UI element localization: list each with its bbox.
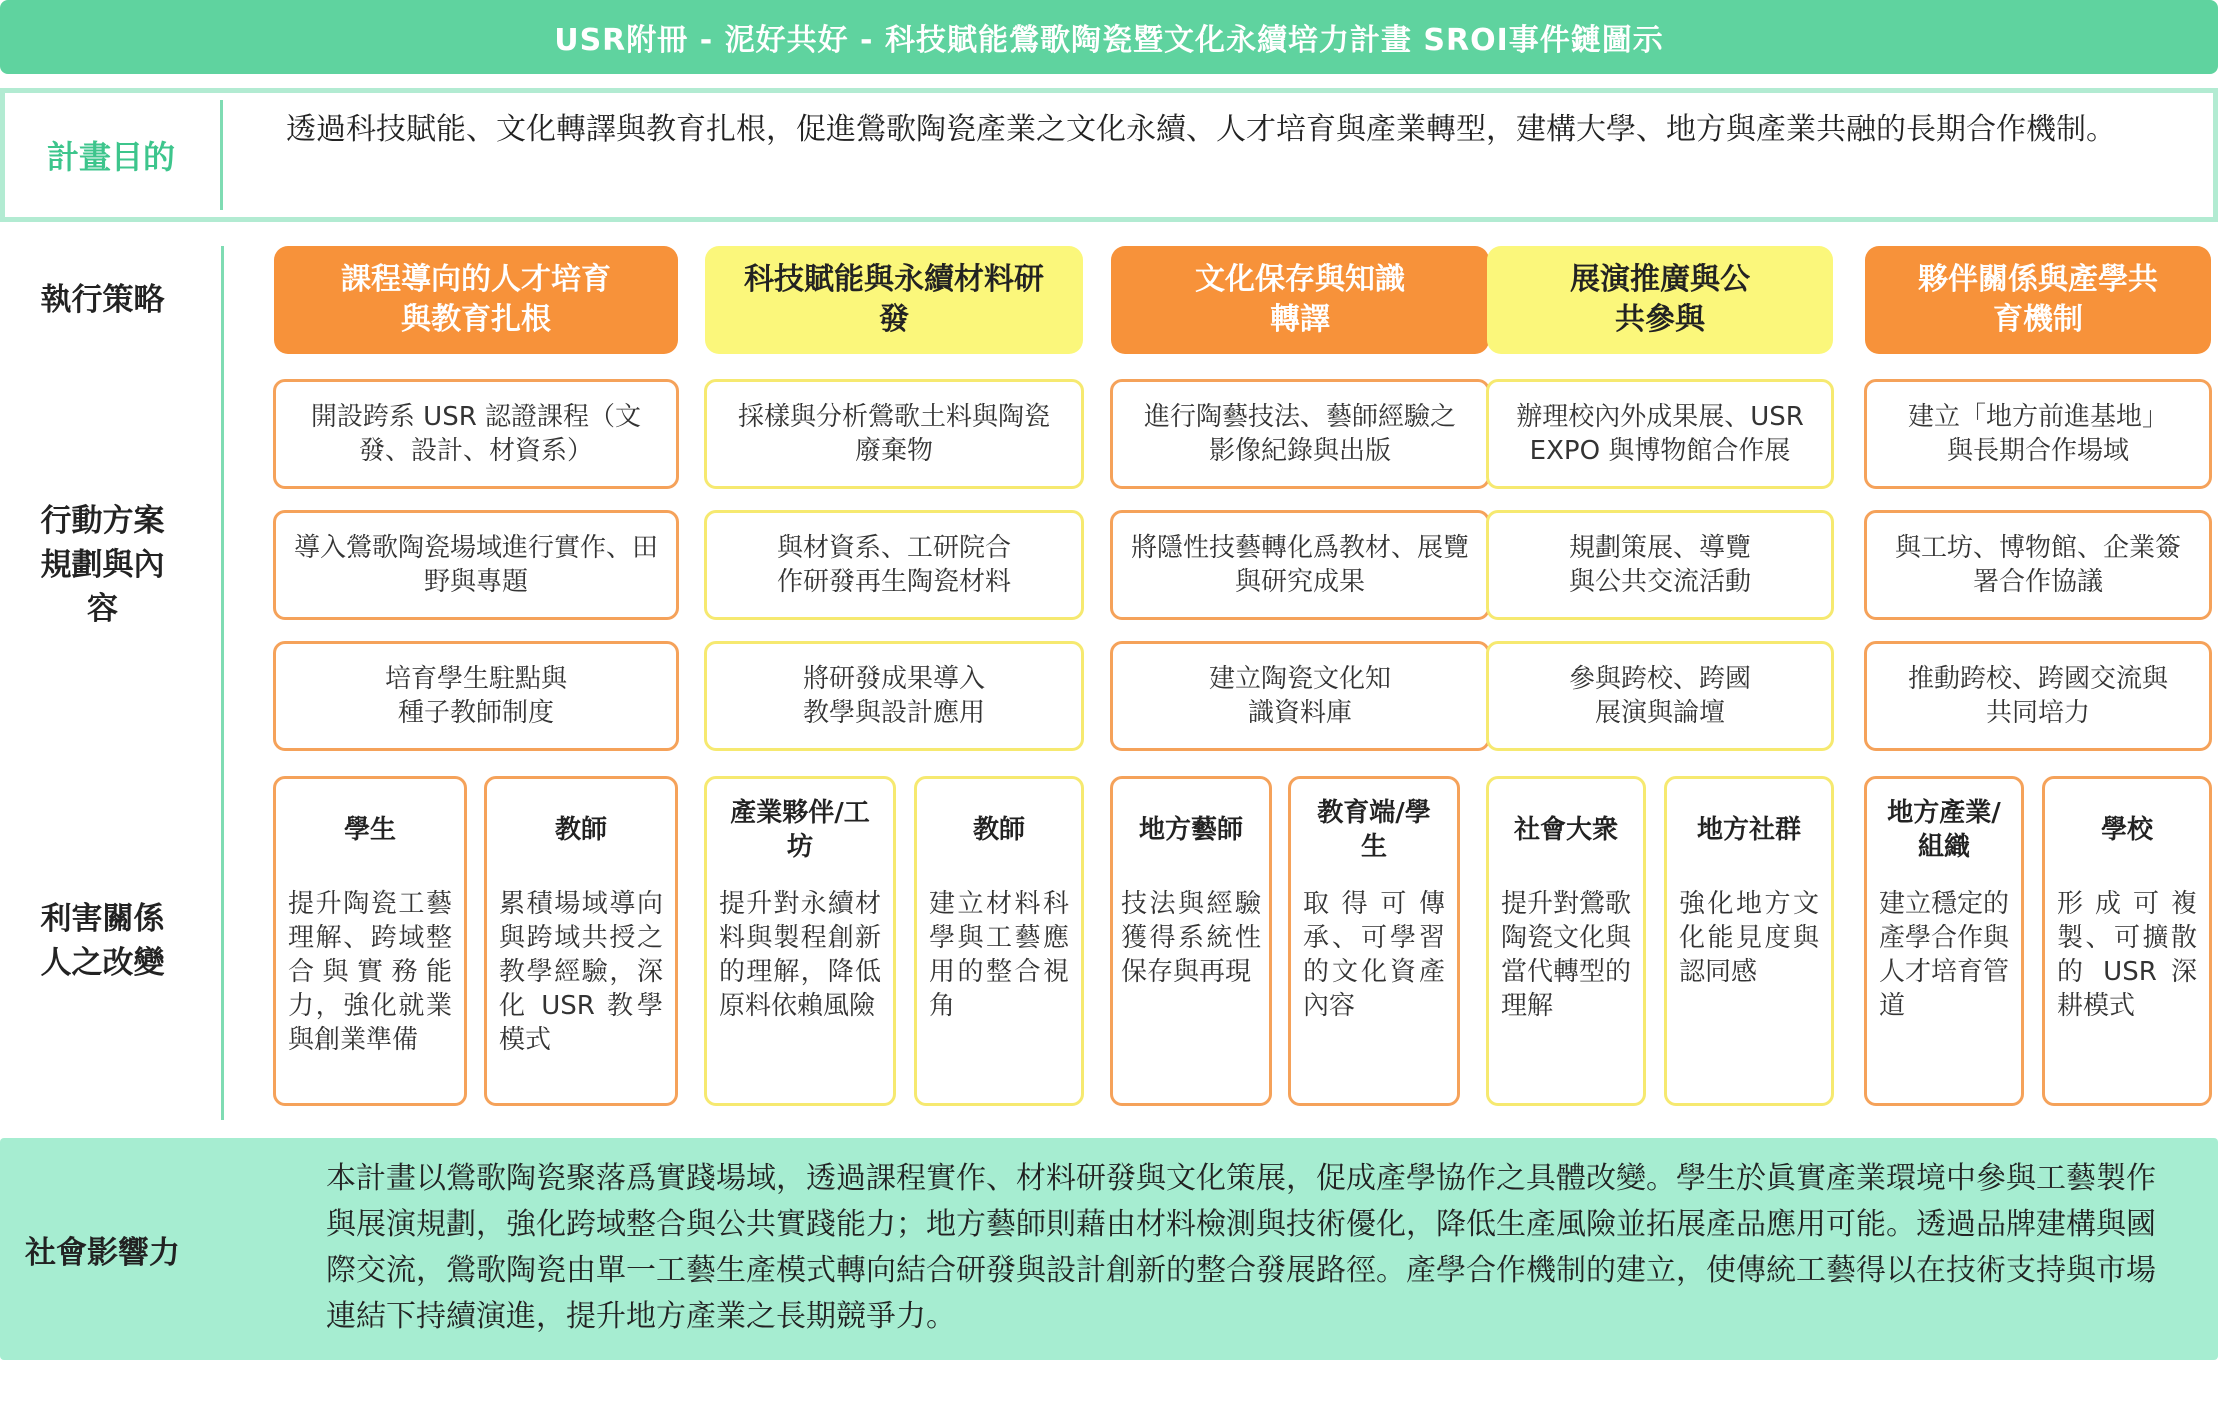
stakeholder-name: 教師 xyxy=(554,815,607,845)
action-box: 培育學生駐點與種子教師制度 xyxy=(273,641,679,751)
action-box: 導入鶯歌陶瓷場域進行實作、田野與專題 xyxy=(273,510,679,620)
stakeholder-change: 取得可傳承、可學習的文化資產內容 xyxy=(1303,889,1445,1021)
action-box: 與工坊、博物館、企業簽署合作協議 xyxy=(1864,510,2212,620)
action-box: 建立「地方前進基地」與長期合作場域 xyxy=(1864,379,2212,489)
stakeholder-name: 產業夥伴/工坊 xyxy=(730,798,870,862)
diagram-title: USR附冊 - 泥好共好 - 科技賦能鶯歌陶瓷暨文化永續培力計畫 SROI事件鏈圖示 xyxy=(0,0,2218,74)
stakeholder-name: 學生 xyxy=(343,815,396,845)
stakeholder-change: 提升陶瓷工藝理解、跨域整合與實務能力，強化就業與創業準備 xyxy=(288,889,452,1055)
strategy-header: 課程導向的人才培育與教育扎根 xyxy=(274,246,678,354)
stakeholder-card xyxy=(704,776,896,1106)
stakeholder-change: 技法與經驗獲得系統性保存與再現 xyxy=(1121,889,1261,987)
action-box: 辦理校內外成果展、USR EXPO 與博物館合作展 xyxy=(1486,379,1834,489)
stakeholder-card xyxy=(1664,776,1834,1106)
purpose-text: 透過科技賦能、文化轉譯與教育扎根，促進鶯歌陶瓷產業之文化永續、人才培育與產業轉型，建構大學、地方與產業共融的長期合作機制。 xyxy=(286,112,2116,147)
stakeholder-name: 學校 xyxy=(2100,815,2153,845)
action-box: 推動跨校、跨國交流與共同培力 xyxy=(1864,641,2212,751)
stakeholder-change: 提升對永續材料與製程創新的理解，降低原料依賴風險 xyxy=(719,889,881,1021)
stakeholder-change: 形成可複製、可擴散的 USR 深耕模式 xyxy=(2057,889,2197,1021)
stakeholder-change: 建立材料科學與工藝應用的整合視角 xyxy=(929,889,1069,1021)
stakeholder-name: 地方藝師 xyxy=(1138,815,1243,845)
strategy-header: 夥伴關係與產學共育機制 xyxy=(1865,246,2211,354)
action-box: 將研發成果導入教學與設計應用 xyxy=(704,641,1084,751)
stakeholder-card xyxy=(2042,776,2212,1106)
stakeholder-change: 建立穩定的產學合作與人才培育管道 xyxy=(1879,889,2010,1021)
row-label-stakeholders: 利害關係人之改變 xyxy=(40,901,165,981)
stakeholder-card xyxy=(1486,776,1646,1106)
stakeholder-name: 教師 xyxy=(972,815,1025,845)
row-label-impact: 社會影響力 xyxy=(25,1234,180,1271)
action-box: 開設跨系 USR 認證課程（文發、設計、材資系） xyxy=(273,379,679,489)
stakeholder-card xyxy=(1288,776,1460,1106)
action-box: 將隱性技藝轉化爲教材、展覽與研究成果 xyxy=(1110,510,1490,620)
stakeholder-name: 教育端/學生 xyxy=(1317,798,1431,862)
stakeholder-card xyxy=(1110,776,1272,1106)
stakeholder-name: 地方社群 xyxy=(1696,815,1801,845)
stakeholder-card xyxy=(1864,776,2024,1106)
strategy-header: 展演推廣與公共參與 xyxy=(1487,246,1833,354)
strategy-header: 科技賦能與永續材料研發 xyxy=(705,246,1083,354)
strategy-header: 文化保存與知識轉譯 xyxy=(1111,246,1489,354)
row-label-divider xyxy=(221,246,224,1120)
row-label-strategy: 執行策略 xyxy=(40,282,165,318)
action-box: 參與跨校、跨國展演與論壇 xyxy=(1486,641,1834,751)
stakeholder-name: 地方產業/組織 xyxy=(1887,798,2001,862)
purpose-label: 計畫目的 xyxy=(46,138,175,176)
action-box: 採樣與分析鶯歌土料與陶瓷廢棄物 xyxy=(704,379,1084,489)
impact-text: 本計畫以鶯歌陶瓷聚落爲實踐場域，透過課程實作、材料研發與文化策展，促成產學協作之具體改變。學生於眞實產業環境中參與工藝製作與展演規劃，強化跨域整合與公共實踐能力；地方藝師則藉由材料檢測與技術優化，降低生產風險並拓展產品應用可能。透過品牌建構與國際交流，鶯歌陶瓷由單一工藝生產模式轉向結合研發與設計創新的整合發展路徑。產學合作機制的建立，使傳統工藝得以在技術支持與市場連結下持續演進，提升地方產業之長期競爭力。 xyxy=(326,1161,2156,1334)
stakeholder-card xyxy=(273,776,467,1106)
stakeholder-change: 強化地方文化能見度與認同感 xyxy=(1679,889,1819,987)
action-box: 建立陶瓷文化知識資料庫 xyxy=(1110,641,1490,751)
action-box: 規劃策展、導覽與公共交流活動 xyxy=(1486,510,1834,620)
stakeholder-name: 社會大衆 xyxy=(1513,815,1618,845)
action-box: 與材資系、工研院合作研發再生陶瓷材料 xyxy=(704,510,1084,620)
stakeholder-change: 提升對鶯歌陶瓷文化與當代轉型的理解 xyxy=(1501,889,1632,1021)
action-box: 進行陶藝技法、藝師經驗之影像紀錄與出版 xyxy=(1110,379,1490,489)
row-label-actions: 行動方案規劃與內容 xyxy=(40,503,165,627)
purpose-divider xyxy=(220,100,223,210)
stakeholder-card xyxy=(484,776,678,1106)
stakeholder-card xyxy=(914,776,1084,1106)
stakeholder-change: 累積場域導向與跨域共授之教學經驗，深化 USR 教學模式 xyxy=(499,889,663,1055)
